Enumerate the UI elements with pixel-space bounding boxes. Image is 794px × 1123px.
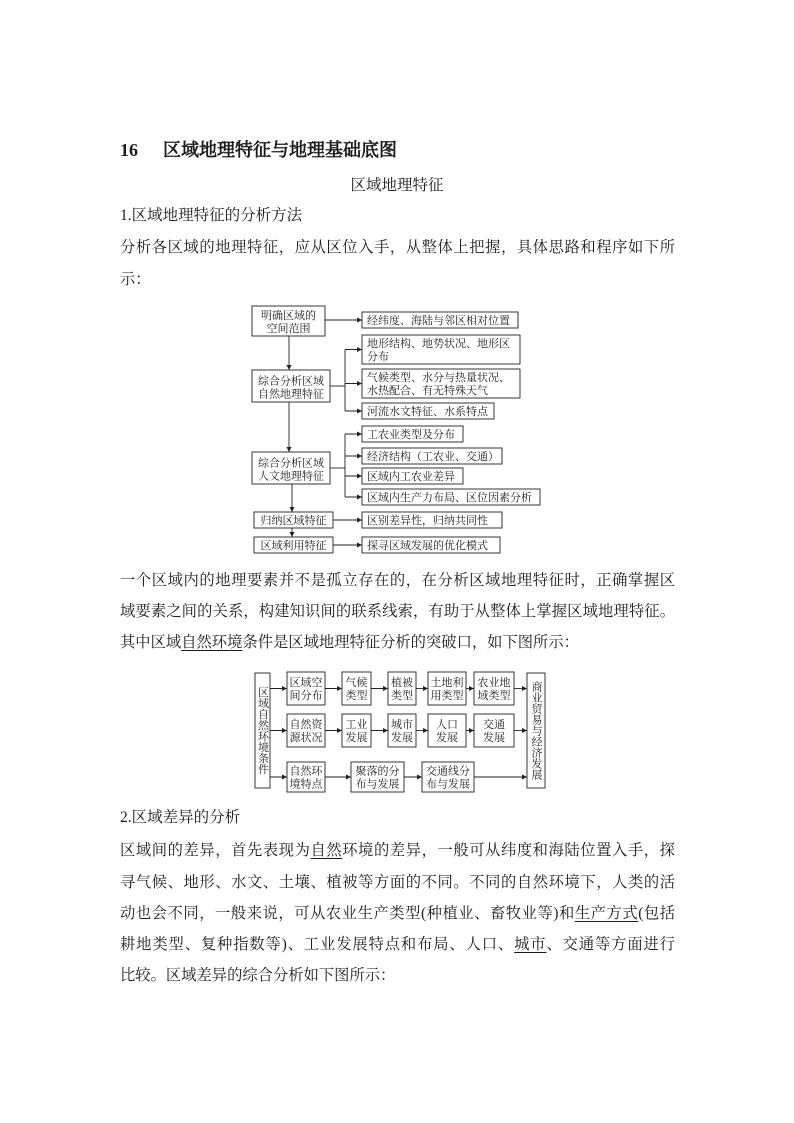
factor-label: 发展 <box>345 732 368 744</box>
target-label: 商业贸易与经济发展 <box>530 681 542 780</box>
text-segment: 耕地类型、复种指数等)、工业发展特点和布局、人口、 <box>120 936 515 953</box>
factor-label: 人口 <box>436 719 458 731</box>
detail-landform-box <box>362 335 520 364</box>
factor-label: 聚落的分 <box>355 765 400 778</box>
detail-label: 工农业类型及分布 <box>367 429 455 441</box>
text-segment: 动也会不同，一般来说，可从农业生产类型(种植业、畜牧业等)和 <box>120 905 575 922</box>
step-label: 空间范围 <box>266 323 311 335</box>
factor-label: 发展 <box>436 732 458 744</box>
detail-label: 区域内生产力布局、区位因素分析 <box>367 492 532 504</box>
factor-box <box>287 714 325 747</box>
step-spatial-scope-box <box>252 306 325 336</box>
factor-label: 区域空 <box>289 677 323 689</box>
detail-industry-agriculture-type-box <box>362 426 463 442</box>
step-label: 自然地理特征 <box>258 388 324 401</box>
factor-box <box>428 672 466 705</box>
text-segment: 环境的差异，一般可从纬度和海陆位置入手，探 <box>342 842 675 859</box>
source-natural-conditions-box <box>255 673 270 788</box>
factor-box <box>428 714 466 747</box>
detail-label: 气候类型、水分与热量状况、 <box>367 372 510 384</box>
step-natural-features-box <box>252 370 330 402</box>
text-segment: 比较。区域差异的综合分析如下图所示： <box>120 967 396 984</box>
factor-label: 城市 <box>391 719 413 731</box>
factor-label: 土地利 <box>430 677 464 689</box>
factor-label: 农业地 <box>477 677 511 689</box>
section-subtitle: 区域地理特征 <box>350 177 444 194</box>
paragraph-line <box>120 872 675 894</box>
text-segment: 一个区域内的地理要素并不是孤立存在的，在分析区域地理特征时，正确掌握区 <box>120 572 675 589</box>
factor-box <box>474 672 514 705</box>
paragraph-line <box>120 237 675 259</box>
detail-label: 探寻区域发展的优化模式 <box>367 540 488 552</box>
underlined-term: 城市 <box>514 936 547 953</box>
factor-label: 境特点 <box>289 778 323 791</box>
paragraph-line <box>120 934 675 956</box>
paragraph-line <box>120 840 675 862</box>
step-summarize-box <box>254 512 333 528</box>
factor-box <box>474 714 514 747</box>
detail-difference-commonality-box <box>362 512 502 528</box>
detail-location-box <box>362 312 518 328</box>
factor-label: 自然环 <box>289 765 323 778</box>
step-human-features-box <box>252 452 330 484</box>
detail-label: 区别差异性，归纳共同性 <box>367 515 488 527</box>
factor-label: 交通线分 <box>426 765 470 778</box>
underlined-term: 自然环境 <box>181 634 243 651</box>
section-heading: 2.区域差异的分析 <box>120 809 241 826</box>
natural-conditions-flowchart <box>250 665 550 797</box>
factor-box <box>342 714 371 747</box>
factor-box <box>342 672 371 705</box>
detail-optimization-box <box>362 537 500 553</box>
detail-economic-structure-box <box>362 448 502 464</box>
detail-label: 河流水文特征、水系特点 <box>367 406 488 418</box>
text-segment: 条件是区域地理特征分析的突破口，如下图所示： <box>242 634 579 651</box>
paragraph-line <box>120 601 675 623</box>
underlined-term: 自然 <box>310 842 343 859</box>
text-segment: 、交通等方面进行 <box>546 936 675 953</box>
target-commerce-economy-box <box>527 673 545 788</box>
paragraph-line <box>120 903 675 925</box>
factor-label: 域类型 <box>477 690 511 702</box>
step-label: 综合分析区域 <box>258 375 324 388</box>
step-label: 归纳区域特征 <box>260 515 327 527</box>
text-segment: (包括 <box>638 905 675 922</box>
factor-label: 气候 <box>345 677 368 689</box>
detail-label: 区域内工农业差异 <box>367 471 455 483</box>
factor-label: 布与发展 <box>355 778 400 791</box>
detail-label: 地形结构、地势状况、地形区 <box>367 338 510 350</box>
paragraph-line <box>120 570 675 592</box>
detail-internal-difference-box <box>362 468 463 484</box>
factor-label: 布与发展 <box>426 778 470 791</box>
factor-box <box>422 762 474 792</box>
section-heading: 1.区域地理特征的分析方法 <box>120 207 303 224</box>
regional-analysis-flowchart <box>240 300 550 560</box>
source-label: 区域自然环境条件 <box>256 686 269 775</box>
factor-label: 间分布 <box>289 690 323 702</box>
step-label: 区域利用特征 <box>260 540 327 552</box>
factor-label: 发展 <box>391 732 413 744</box>
detail-hydrology-box <box>362 403 494 419</box>
text-segment: 分析各区域的地理特征，应从区位入手，从整体上把握，具体思路和程序如下所 <box>120 239 675 256</box>
factor-label: 类型 <box>391 690 413 702</box>
step-label: 综合分析区域 <box>258 457 324 470</box>
factor-label: 工业 <box>345 719 368 731</box>
detail-productivity-layout-box <box>362 489 540 505</box>
factor-label: 源状况 <box>289 732 323 744</box>
text-segment: 寻气候、地形、水文、土壤、植被等方面的不同。不同的自然环境下，人类的活 <box>120 874 675 891</box>
text-segment: 域要素之间的关系，构建知识间的联系线索，有助于从整体上掌握区域地理特征。 <box>120 603 675 620</box>
text-segment: 其中区域 <box>120 634 182 651</box>
factor-box <box>388 672 416 705</box>
factor-label: 类型 <box>345 690 368 702</box>
text-segment: 区域间的差异，首先表现为 <box>120 842 311 859</box>
factor-box <box>287 762 325 792</box>
underlined-term: 生产方式 <box>574 905 639 922</box>
factor-label: 自然资 <box>289 719 323 731</box>
factor-box <box>388 714 416 747</box>
paragraph-line <box>120 965 675 987</box>
step-utilization-box <box>254 537 333 553</box>
connectors <box>289 320 362 545</box>
detail-label: 经纬度、海陆与邻区相对位置 <box>367 315 510 327</box>
factor-box <box>351 762 404 792</box>
paragraph-line <box>120 632 675 654</box>
factor-label: 发展 <box>483 732 505 744</box>
factor-box <box>287 672 325 705</box>
detail-label: 水热配合、有无特殊天气 <box>367 385 488 397</box>
text-segment: 示： <box>120 271 151 288</box>
factor-label: 植被 <box>391 677 413 689</box>
detail-label: 分布 <box>367 351 389 363</box>
factor-label: 交通 <box>483 719 505 731</box>
chapter-number: 16 <box>120 140 138 160</box>
paragraph-line <box>120 269 675 291</box>
step-label: 明确区域的 <box>261 310 316 322</box>
detail-label: 经济结构（工农业、交通） <box>367 451 499 463</box>
page-title <box>120 138 397 162</box>
step-label: 人文地理特征 <box>258 470 324 483</box>
factor-label: 用类型 <box>430 690 464 702</box>
detail-climate-box <box>362 369 520 398</box>
chapter-title: 区域地理特征与地理基础底图 <box>163 140 397 160</box>
